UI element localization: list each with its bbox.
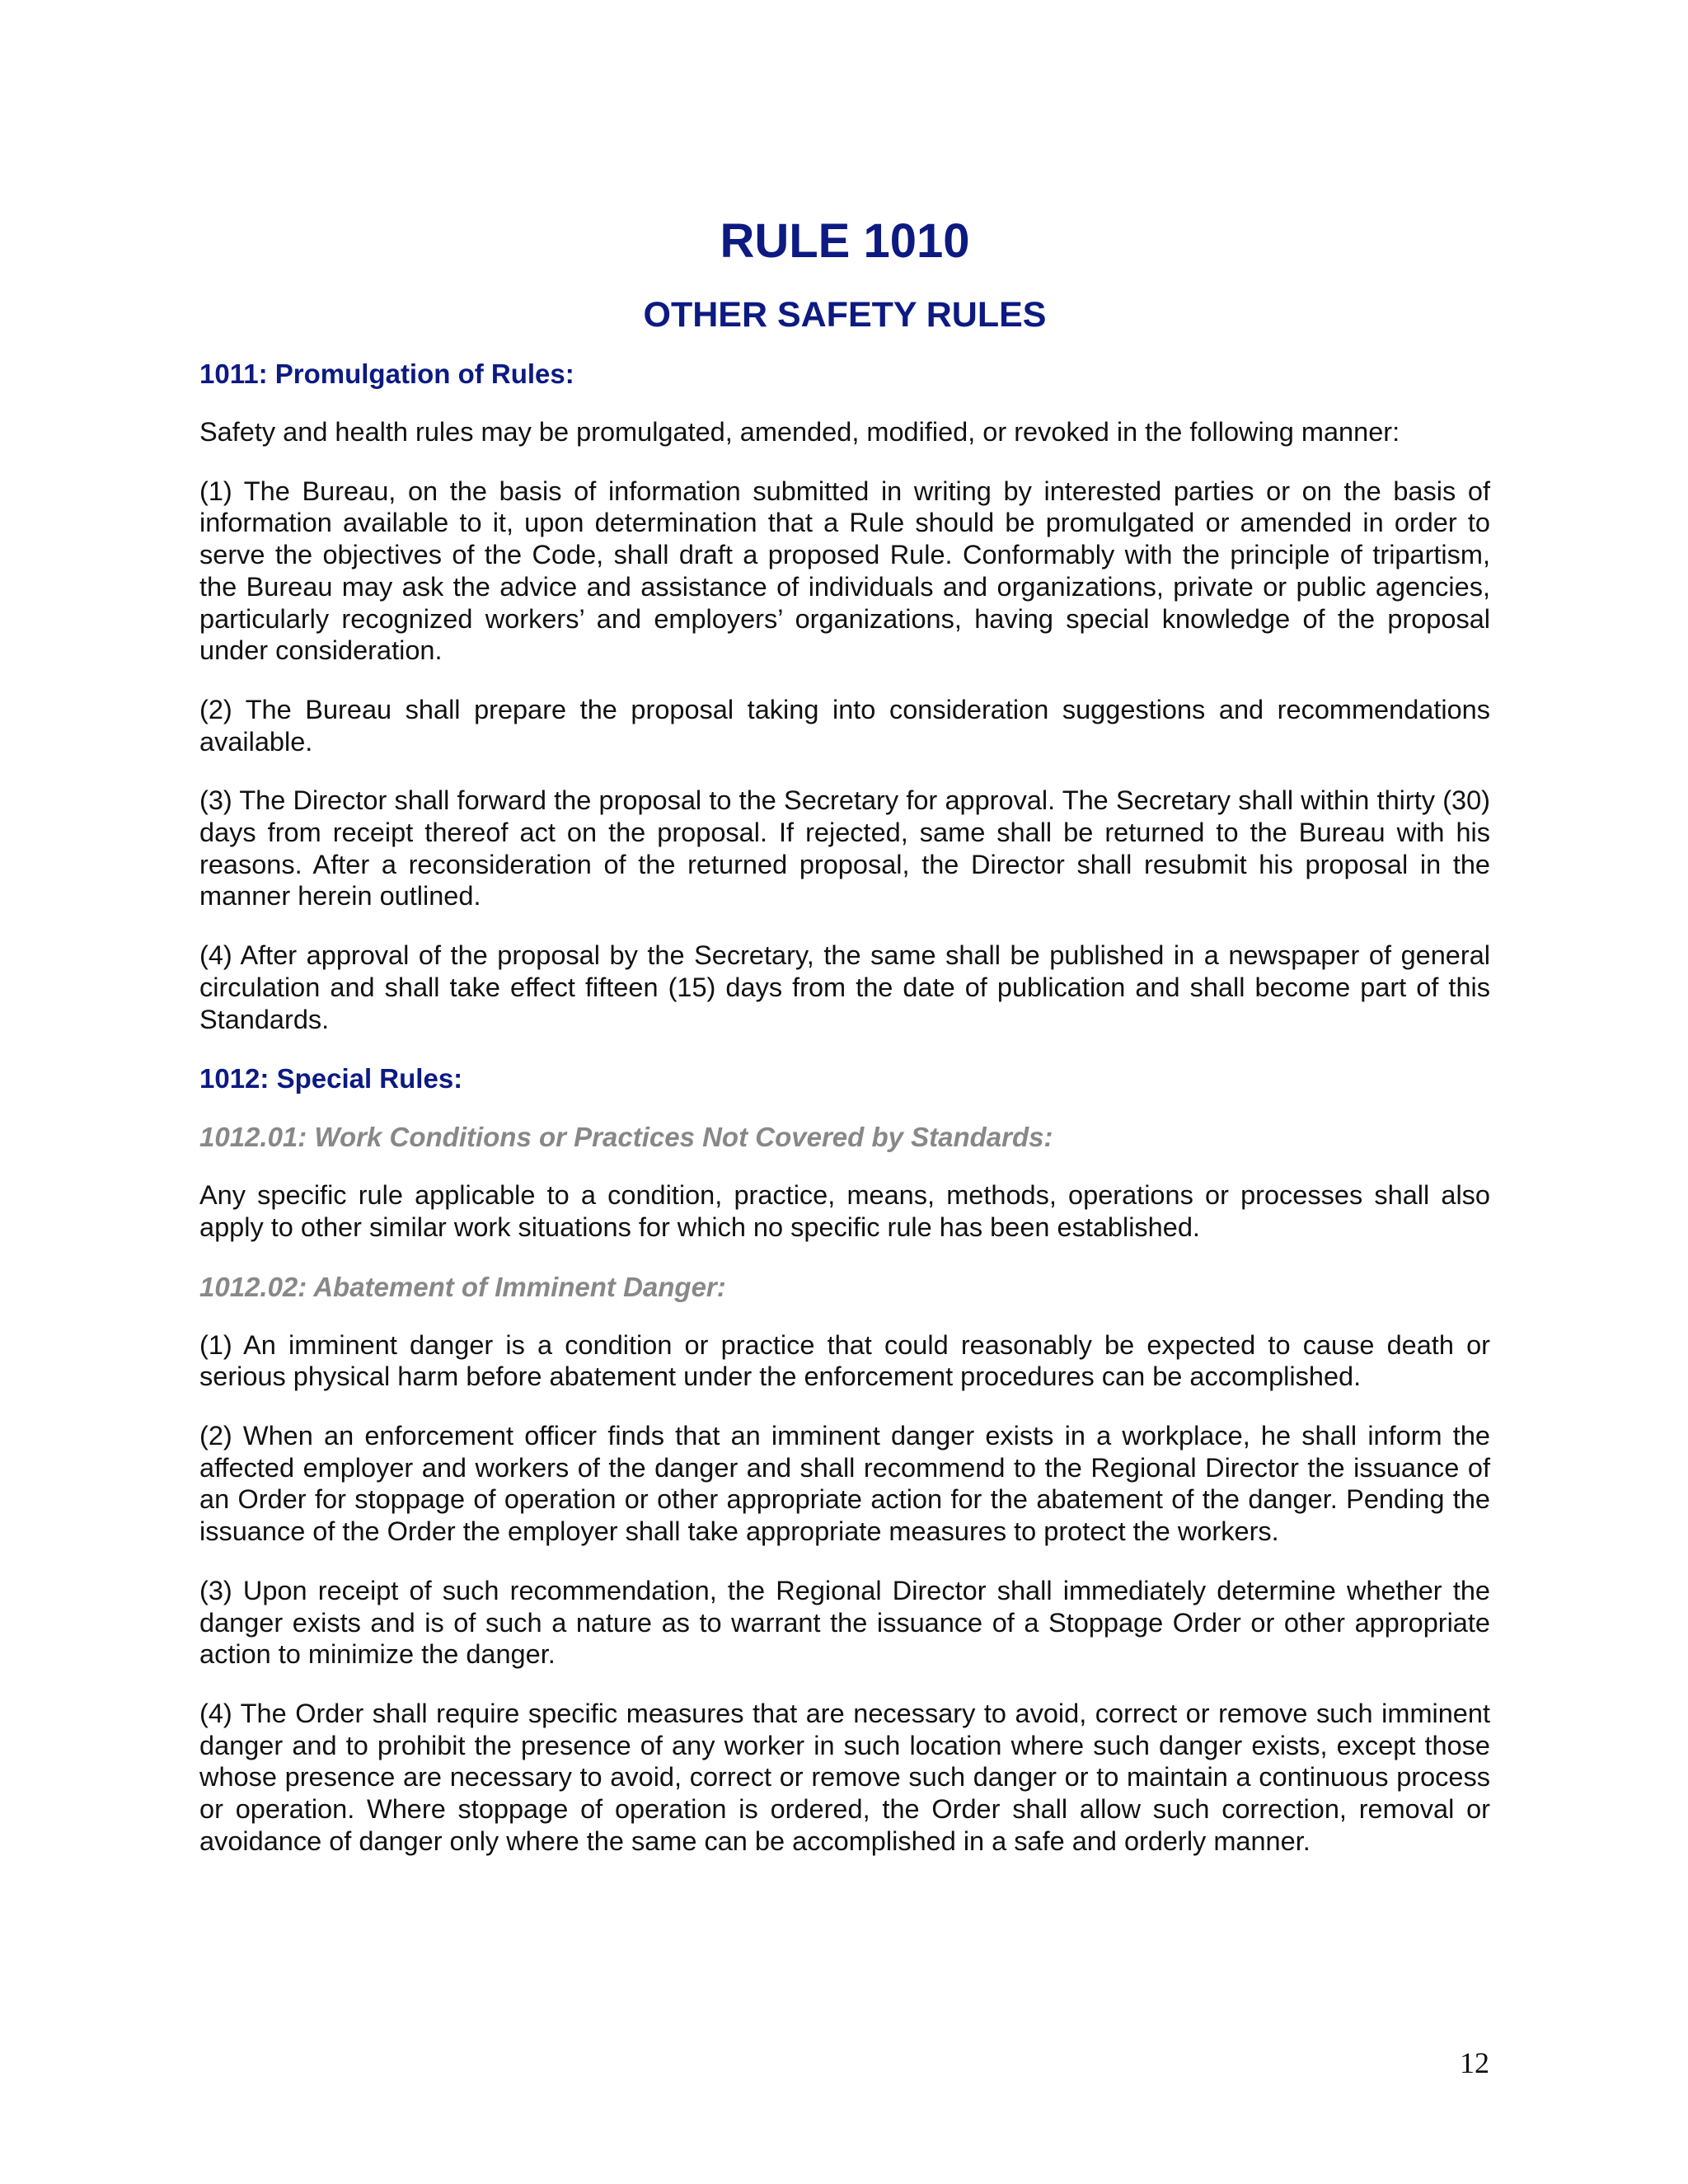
paragraph-1011-item-1: (1) The Bureau, on the basis of information submitted in writing by interested parties or on the basis of information available to it, upon determination that a Rule should be promulgated or amended in order to serve the objectives of the Code, shall draft a proposed Rule. Conformably with the principle of tripartism, the Bureau may ask the advice and assistance of individuals and organizations, private or public agencies, particularly recognized workers’ and employers’ organizations, having special knowledge of the proposal under consideration. xyxy=(199,476,1490,666)
section-heading-1011: 1011: Promulgation of Rules: xyxy=(199,359,574,389)
paragraph-1012-02-item-3: (3) Upon receipt of such recommendation, the Regional Director shall immediately determine whether the danger exists and is of such a nature as to warrant the issuance of a Stoppage Order or other appropriate action to minimize the danger. xyxy=(199,1575,1490,1670)
subsection-heading-1012-02: 1012.02: Abatement of Imminent Danger: xyxy=(199,1271,726,1302)
page-content xyxy=(199,213,1490,1885)
page-number: 12 xyxy=(1460,2046,1489,2079)
subsection-heading-1012-01: 1012.01: Work Conditions or Practices Not Covered by Standards: xyxy=(199,1122,1053,1153)
rule-title: RULE 1010 xyxy=(720,214,970,268)
paragraph-1012-01: Any specific rule applicable to a condition, practice, means, methods, operations or processes shall also apply to other similar work situations for which no specific rule has been established. xyxy=(199,1180,1490,1242)
paragraph-1012-02-item-1: (1) An imminent danger is a condition or practice that could reasonably be expected to cause death or serious physical harm before abatement under the enforcement procedures can be accomplished. xyxy=(199,1329,1490,1392)
paragraph-1012-02-item-4: (4) The Order shall require specific measures that are necessary to avoid, correct or remove such imminent danger and to prohibit the presence of any worker in such location where such danger exists, except those whose presence are necessary to avoid, correct or remove such danger or to maintain a continuous process or operation. Where stoppage of operation is ordered, the Order shall allow such correction, removal or avoidance of danger only where the same can be accomplished in a safe and orderly manner. xyxy=(199,1698,1490,1856)
paragraph-1012-02-item-2: (2) When an enforcement officer finds that an imminent danger exists in a workplace, he shall inform the affected employer and workers of the danger and shall recommend to the Regional Director the issuance of an Order for stoppage of operation or other appropriate action for the abatement of the danger. Pending the issuance of the Order the employer shall take appropriate measures to protect the workers. xyxy=(199,1421,1490,1547)
paragraph-1011-item-4: (4) After approval of the proposal by the Secretary, the same shall be published in a newspaper of general circulation and shall take effect fifteen (15) days from the date of publication and shall become part of this Standards. xyxy=(199,940,1490,1034)
paragraph-1011-intro: Safety and health rules may be promulgated, amended, modified, or revoked in the following manner: xyxy=(199,417,1400,447)
paragraph-1011-item-3: (3) The Director shall forward the proposal to the Secretary for approval. The Secretary shall within thirty (30) days from receipt thereof act on the proposal. If rejected, same shall be returned to the Bureau with his reasons. After a reconsideration of the returned proposal, the Director shall resubmit his proposal in the manner herein outlined. xyxy=(199,785,1490,912)
section-heading-1012: 1012: Special Rules: xyxy=(199,1063,463,1094)
paragraph-1011-item-2: (2) The Bureau shall prepare the proposal taking into consideration suggestions and recommendations available. xyxy=(199,694,1490,757)
rule-subtitle: OTHER SAFETY RULES xyxy=(643,295,1047,335)
